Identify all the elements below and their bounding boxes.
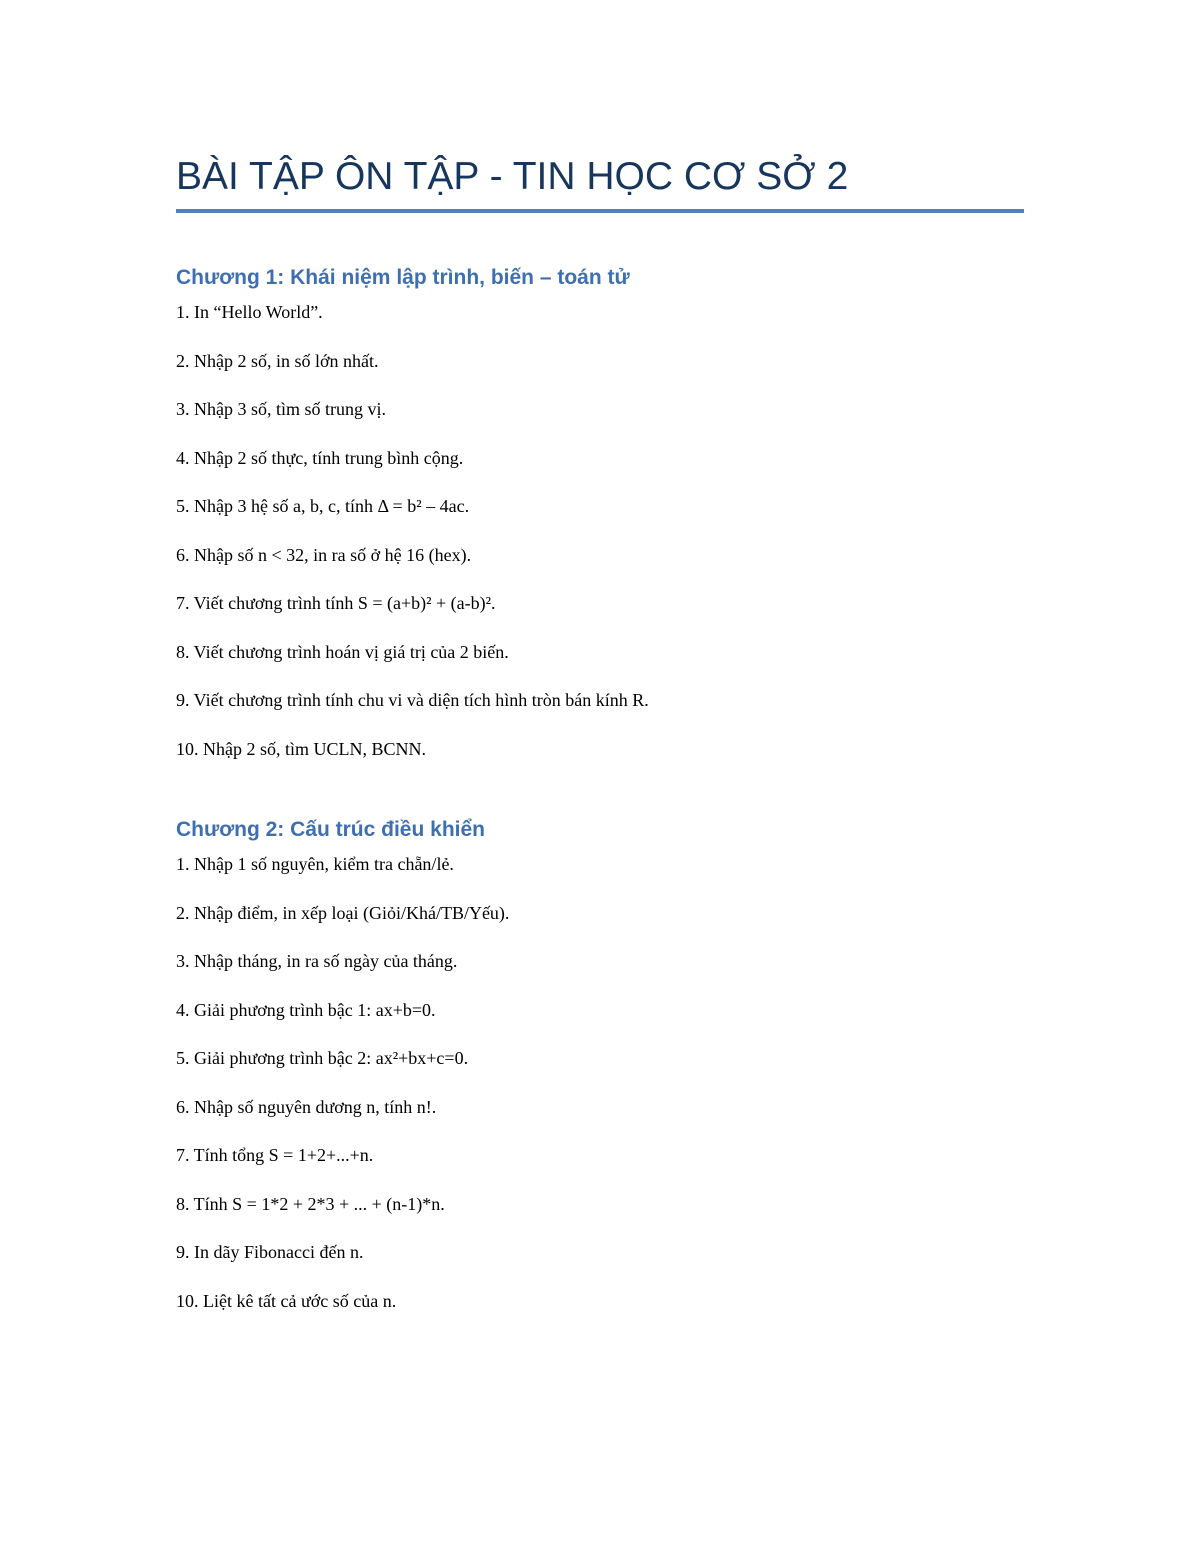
list-item: 7. Tính tổng S = 1+2+...+n. [176,1145,374,1165]
list-item: 2. Nhập 2 số, in số lớn nhất. [176,350,379,371]
chapter-2-heading: Chương 2: Cấu trúc điều khiển [176,818,485,841]
list-item: 3. Nhập 3 số, tìm số trung vị. [176,399,386,419]
list-item: 3. Nhập tháng, in ra số ngày của tháng. [176,951,458,971]
list-item: 4. Giải phương trình bậc 1: ax+b=0. [176,999,436,1020]
list-item: 2. Nhập điểm, in xếp loại (Giỏi/Khá/TB/Yếu). [176,902,510,923]
list-item: 1. Nhập 1 số nguyên, kiểm tra chẵn/lẻ. [176,854,454,874]
title-underline [176,209,1024,213]
page-title: BÀI TẬP ÔN TẬP - TIN HỌC CƠ SỞ 2 [176,155,849,198]
list-item: 8. Tính S = 1*2 + 2*3 + ... + (n-1)*n. [176,1193,445,1214]
list-item: 8. Viết chương trình hoán vị giá trị của 2 biến. [176,641,509,662]
list-item: 1. In “Hello World”. [176,302,323,322]
chapter-1-heading: Chương 1: Khái niệm lập trình, biến – toán tử [176,266,630,289]
list-item: 5. Giải phương trình bậc 2: ax²+bx+c=0. [176,1048,469,1068]
list-item: 7. Viết chương trình tính S = (a+b)² + (a-b)². [176,593,496,613]
list-item: 5. Nhập 3 hệ số a, b, c, tính Δ = b² – 4ac. [176,496,470,516]
chapter-1-exercise-list [176,300,649,785]
list-item: 10. Liệt kê tất cả ước số của n. [176,1290,397,1311]
list-item: 4. Nhập 2 số thực, tính trung bình cộng. [176,447,464,468]
list-item: 9. In dãy Fibonacci đến n. [176,1242,364,1262]
list-item: 6. Nhập số n < 32, in ra số ở hệ 16 (hex). [176,544,472,565]
chapter-2-exercise-list [176,852,509,1337]
list-item: 6. Nhập số nguyên dương n, tính n!. [176,1096,437,1117]
list-item: 9. Viết chương trình tính chu vi và diện tích hình tròn bán kính R. [176,690,649,710]
list-item: 10. Nhập 2 số, tìm UCLN, BCNN. [176,738,427,759]
